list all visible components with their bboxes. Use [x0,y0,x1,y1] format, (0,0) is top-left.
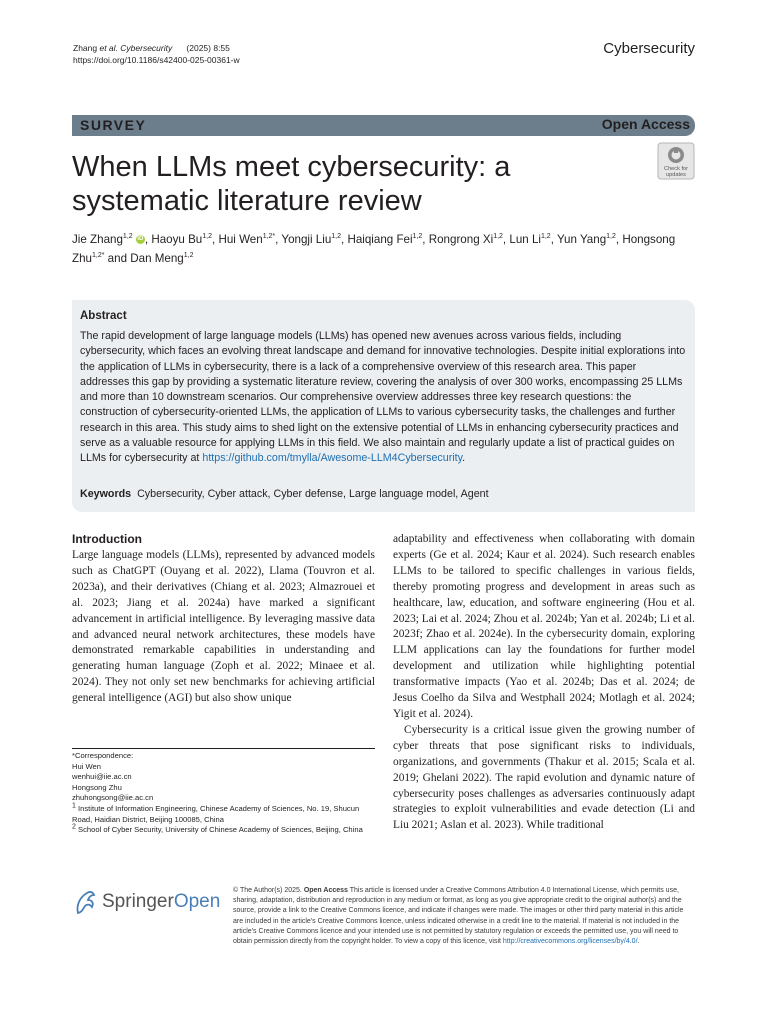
correspondence-label: *Correspondence: [72,751,134,760]
correspondent-email[interactable]: zhuhongsong@iie.ac.cn [72,793,154,803]
article-title: When LLMs meet cybersecurity: a systematic literature review [72,151,511,217]
abstract-text: The rapid development of large language models (LLMs) has opened new avenues across various fields, including cybersecurity, which faces an evolving threat landscape and demand for innovative technologies. Despite initial explorations into the application of LLMs in cybersecurity, there is a lack of a comprehensive overview of this research area. This paper addresses this gap by providing a systematic literature review, covering the analysis of over 300 works, encompassing 25 LLMs and more than 10 downstream scenarios. Our comprehensive overview addresses three key research questions: the construction of cybersecurity-oriented LLMs, the application of LLMs to various cybersecurity tasks, the challenges and further research in this area. This study aims to shed light on the extensive potential of LLMs in enhancing cybersecurity practices and serve as a valuable resource for applying LLMs in this field. We also maintain and regularly update a list of practical guides on LLMs for cybersecurity at [80,330,686,465]
author-name[interactable]: Dan Meng [130,252,184,265]
header-year-volume: (2025) 8:55 [186,43,230,53]
check-for-updates-badge[interactable] [657,142,695,180]
abstract-heading: Abstract [80,310,127,322]
publisher-open: Open [173,891,221,912]
author-affiliation: 1,2 [412,233,423,241]
author-name[interactable]: Yongji Liu [281,233,332,246]
keywords [80,488,687,500]
author-affiliation: 1,2* [262,233,276,241]
paragraph: adaptability and effectiveness when collaborating with domain experts (Ge et al. 2024; Kaur et al. 2024). Such research enables LLMs to be tailored to specific challenges in various fields, thereby promoting progress and development in areas such as healthcare, law, education, and software engineering (Hou et al. 2023; Lai et al. 2024; Zhou et al. 2024b; Yan et al. 2024b; Li et al. 2023f; Zhao et al. 2024e). In the cybersecurity domain, exploring LLM applications can lay the foundations for further model development and utilization while highlighting potential transformative impacts (Yao et al. 2024b; Das et al. 2024; de Jesus Coelho da Silva and Westphall 2024; Motlagh et al. 2024; Yigit et al. 2024). [393,533,695,720]
author-name[interactable]: Yun Yang [556,233,607,246]
journal-name: Cybersecurity [603,40,695,57]
open-access-label: Open Access [601,116,690,132]
article-type-banner [72,115,695,136]
github-link[interactable]: https://github.com/tmylla/Awesome-LLM4Cybersecurity [202,452,463,465]
header-journal: et al. Cybersecurity [99,43,173,53]
author-name[interactable]: Hongsong Zhu [72,233,676,265]
author-affiliation: 1,2 [493,233,503,241]
affiliation-1: 1 Institute of Information Engineering, Chinese Academy of Sciences, No. 19, Shucun Road, Haidian District, Beijing 100085, China [72,802,360,824]
badge-line-1: Check for [664,166,688,172]
paragraph: Cybersecurity is a critical issue given the growing number of cyber threats that pose significant risks to individuals, organizations, and governments (Thakur et al. 2015; Scala et al. 2019; Ghelani 2022). The rapid evolution and dynamic nature of cybersecurity poses challenges as adversaries continuously adapt strategies to exploit vulnerabilities and evade detection (Li and Liu 2021; Aslan et al. 2023). While traditional [393,723,695,832]
author-name[interactable]: Jie Zhang [72,233,123,246]
correspondent-email[interactable]: wenhui@iie.ac.cn [72,772,132,782]
author-affiliation: 1,2* [91,252,105,260]
author-affiliation: 1,2 [540,233,551,241]
article-type-label: SURVEY [80,117,147,133]
author-affiliation: 1,2 [202,233,212,241]
author-list: Jie Zhang$^{1,2}$ iD , Haoyu Bu$^{1,2}$, Hui Wen$^{1,2*}$, Yongji Liu$^{1,2}$, Haiqiang Fei$^{1,2}$, Rongrong Xi$^{1,2}$, Lun Li$^{1,2}$, Yun Yang$^{1,2}$, Hongsong Zhu$^{1,2*}$ and Dan Meng$^{1,2}$ [72,233,676,265]
running-header [73,42,240,66]
license-link[interactable]: http://creativecommons.org/licenses/by/4.0/ [502,938,638,946]
keywords-text: Cybersecurity, Cyber attack, Cyber defense, Large language model, Agent [137,488,489,500]
author-affiliation: 1,2 [122,233,133,241]
open-access-bold: Open Access [303,887,348,894]
author-affiliation: 1,2 [331,233,341,241]
author-affiliation: 1,2 [606,233,616,241]
author-name[interactable]: Hui Wen [218,233,263,246]
abstract-body: The rapid development of large language models (LLMs) has opened new avenues across various fields, including cybersecurity, which faces an evolving threat landscape and demand for innovative technologies. Despite initial explorations into the application of LLMs in cybersecurity, there is a lack of a comprehensive overview of this research area. This paper addresses this gap by providing a systematic literature review, covering the analysis of over 300 works, encompassing 25 LLMs and more than 10 downstream scenarios. Our comprehensive overview addresses three key research questions: the construction of cybersecurity-oriented LLMs, the application of LLMs to various cybersecurity tasks, the challenges and further research in this area. This study aims to shed light on the extensive potential of LLMs in enhancing cybersecurity practices and serve as a valuable resource for applying LLMs in this field. We also maintain and regularly update a list of practical guides on LLMs for cybersecurity at https://github.com/tmylla/Awesome-LLM4Cybersecurity. [80,330,686,465]
author-name[interactable]: Rongrong Xi [428,233,494,246]
springer-open-logo[interactable] [72,887,221,917]
badge-line-2: updates [666,172,686,178]
footnotes [72,748,375,836]
header-doi-link[interactable]: https://doi.org/10.1186/s42400-025-00361-w [73,55,240,65]
keywords-label: Keywords [80,488,132,500]
author-name[interactable]: Lun Li [509,233,541,246]
publisher-name: Springer [102,891,174,912]
check-for-updates-icon [657,142,695,180]
header-authors: Zhang [73,43,98,53]
author-name[interactable]: Haoyu Bu [151,233,203,246]
column-left-text: Large language models (LLMs), represented by advanced models such as ChatGPT (Ouyang et al. 2022), Llama (Touvron et al. 2023a), and their derivatives (Chiang et al. 2023; Almazrouei et al. 2023; Jiang et al. 2024a) have marked a significant advancement in artificial intelligence. By leveraging massive data and advanced neural network architectures, these models have demonstrated remarkable capabilities in understanding and generating human language (Zoph et al. 2022; Minaee et al. 2024). They not only set new benchmarks for achieving artificial general intelligence (AGI) but also show unique [72,549,375,705]
correspondent-name: Hui Wen [72,761,101,771]
license-text: © The Author(s) 2025. Open Access This article is licensed under a Creative Commons Attribution 4.0 International License, which permits use, sharing, adaptation, distribution and reproduction in any medium or format, as long as you give appropriate credit to the original author(s) and the source, provide a link to the Creative Commons licence, and indicate if changes were made. The images or other third party material in this article are included in the article's Creative Commons licence, unless indicated otherwise in a credit line to the material. If material is not included in the article's Creative Commons licence and your intended use is not permitted by statutory regulation or exceeds the permitted use, you will need to obtain permission directly from the copyright holder. To view a copy of this licence, visit http://creativecommons.org/licenses/by/4.0/. [233,887,684,946]
affiliation-2: 2 School of Cyber Security, University of Chinese Academy of Sciences, Beijing, China [72,823,363,835]
springer-horse-icon [72,887,98,917]
column-right [393,532,695,834]
section-heading-introduction: Introduction [72,532,142,546]
author-affiliation: 1,2 [183,252,194,260]
author-name[interactable]: Haiqiang Fei [347,233,413,246]
orcid-icon[interactable]: iD [137,236,144,243]
correspondent-name: Hongsong Zhu [72,782,122,792]
